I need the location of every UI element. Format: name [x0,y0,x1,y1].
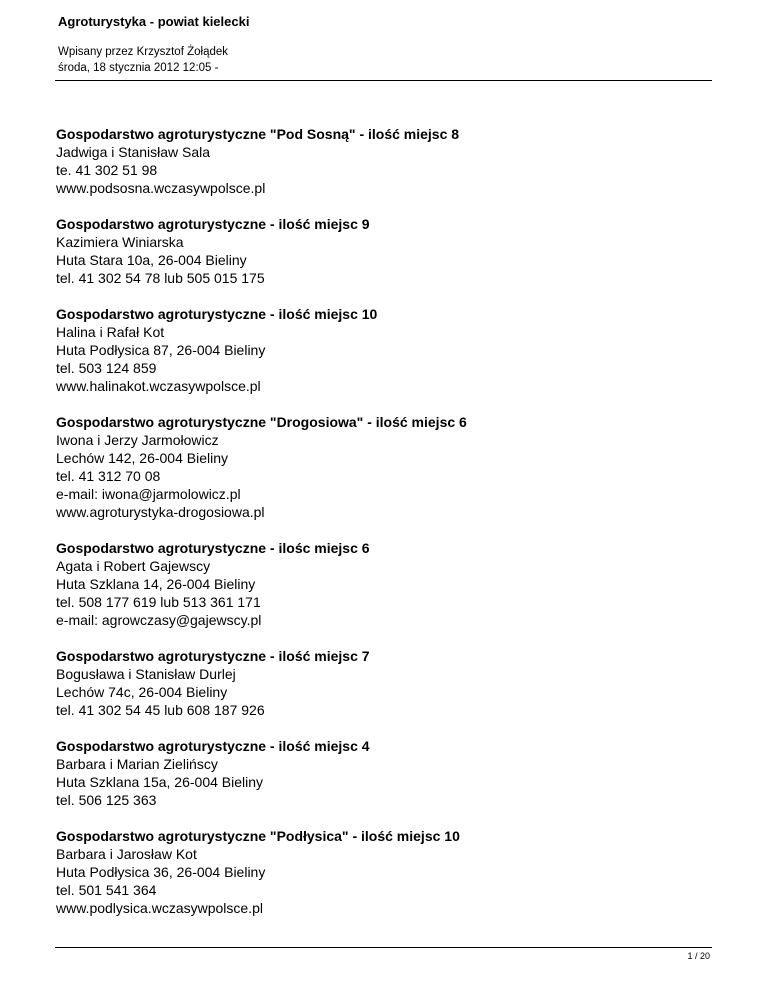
article-meta [58,44,228,76]
listing-website: www.agroturystyka-drogosiowa.pl [56,504,265,520]
listing-entry [56,827,716,917]
listing-entry [56,125,716,197]
listing-line: Lechów 74c, 26-004 Bieliny [56,684,228,700]
listing-line: te. 41 302 51 98 [56,162,158,178]
listing-line: Agata i Robert Gajewscy [56,558,211,574]
listing-heading: Gospodarstwo agroturystyczne - ilośc miejsc 6 [56,540,370,556]
listing-line: tel. 41 302 54 78 lub 505 015 175 [56,270,265,286]
listing-line: tel. 508 177 619 lub 513 361 171 [56,594,261,610]
listing-entry [56,305,716,395]
listing-line: Halina i Rafał Kot [56,324,165,340]
listing-line: Huta Szklana 15a, 26-004 Bieliny [56,774,264,790]
page-indicator: 1 / 20 [687,951,710,961]
header-divider [55,80,712,81]
listing-heading: Gospodarstwo agroturystyczne "Pod Sosną" - ilość miejsc 8 [56,126,460,142]
page-title: Agroturystyka - powiat kielecki [58,14,250,29]
listing-heading: Gospodarstwo agroturystyczne "Drogosiowa" - ilość miejsc 6 [56,414,467,430]
listing-email: e-mail: agrowczasy@gajewscy.pl [56,612,262,628]
listing-heading: Gospodarstwo agroturystyczne - ilość miejsc 4 [56,738,370,754]
listing-line: Iwona i Jerzy Jarmołowicz [56,432,219,448]
listing-heading: Gospodarstwo agroturystyczne - ilość miejsc 7 [56,648,370,664]
listing-line: Barbara i Marian Zielińscy [56,756,218,772]
listing-line: Huta Stara 10a, 26-004 Bieliny [56,252,247,268]
listing-entry [56,539,716,629]
listing-line: tel. 41 312 70 08 [56,468,161,484]
listing-website: www.halinakot.wczasywpolsce.pl [56,378,261,394]
listing-heading: Gospodarstwo agroturystyczne "Podłysica" - ilość miejsc 10 [56,828,460,844]
listing-line: Barbara i Jarosław Kot [56,846,197,862]
listing-heading: Gospodarstwo agroturystyczne - ilość miejsc 10 [56,306,378,322]
footer-divider [55,947,712,948]
listing-heading: Gospodarstwo agroturystyczne - ilość miejsc 9 [56,216,370,232]
listing-line: tel. 503 124 859 [56,360,157,376]
listing-website: www.podsosna.wczasywpolsce.pl [56,180,266,196]
listing-email: e-mail: iwona@jarmolowicz.pl [56,486,241,502]
listing-line: Huta Szklana 14, 26-004 Bieliny [56,576,256,592]
listing-website: www.podlysica.wczasywpolsce.pl [56,900,263,916]
listing-entry [56,215,716,287]
listing-line: tel. 506 125 363 [56,792,157,808]
listing-line: Huta Podłysica 87, 26-004 Bieliny [56,342,266,358]
listing-entry [56,413,716,521]
author-line: Wpisany przez Krzysztof Żołądek [58,46,229,58]
listing-line: tel. 501 541 364 [56,882,157,898]
listing-line: Bogusława i Stanisław Durlej [56,666,236,682]
listings [56,125,716,935]
listing-line: tel. 41 302 54 45 lub 608 187 926 [56,702,265,718]
listing-line: Kazimiera Winiarska [56,234,184,250]
listing-line: Lechów 142, 26-004 Bieliny [56,450,229,466]
listing-entry [56,737,716,809]
date-line: środa, 18 stycznia 2012 12:05 - [58,62,219,74]
listing-line: Jadwiga i Stanisław Sala [56,144,211,160]
listing-line: Huta Podłysica 36, 26-004 Bieliny [56,864,266,880]
listing-entry [56,647,716,719]
